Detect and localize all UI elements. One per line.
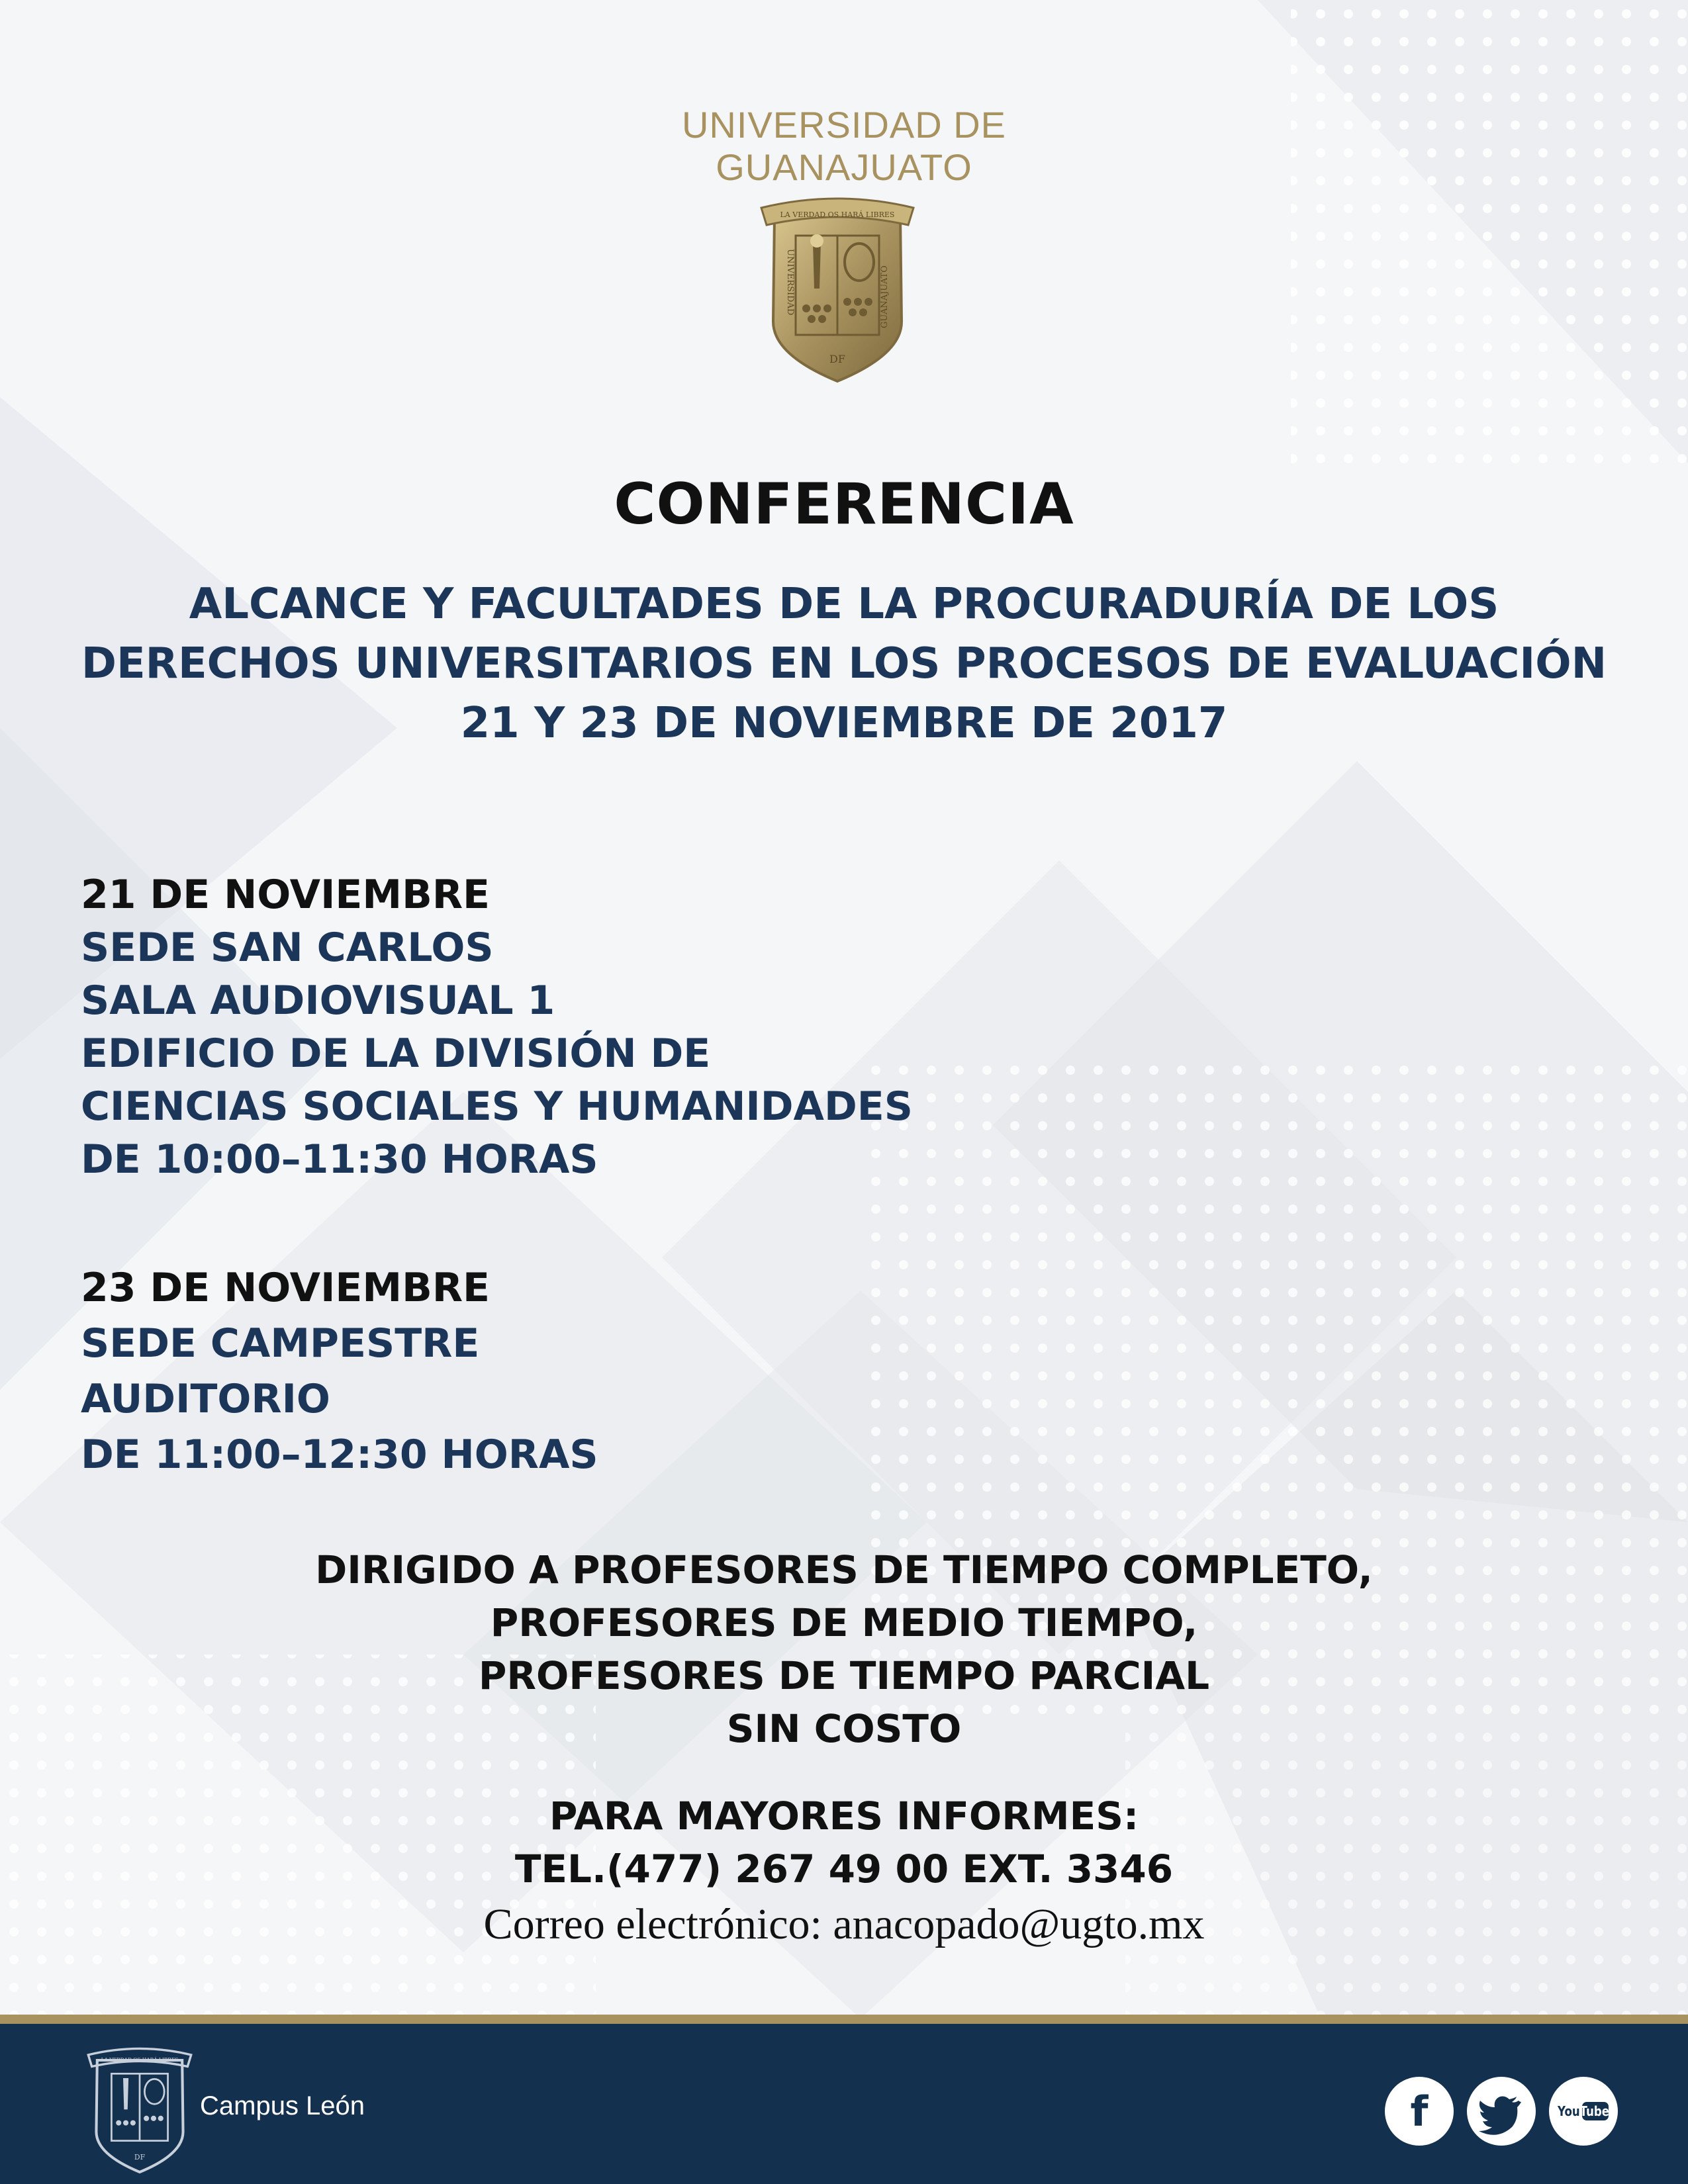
contact-email: Correo electrónico: anacopado@ugto.mx bbox=[483, 1900, 1205, 1948]
footer-seal-icon bbox=[83, 2042, 196, 2175]
session-1 bbox=[81, 868, 913, 1186]
contact-heading: PARA MAYORES INFORMES: bbox=[549, 1794, 1139, 1839]
session-2 bbox=[81, 1260, 598, 1482]
audience-line: PROFESORES DE MEDIO TIEMPO, bbox=[490, 1600, 1198, 1645]
facebook-icon[interactable] bbox=[1385, 2077, 1454, 2146]
event-dates-line: 21 Y 23 DE NOVIEMBRE DE 2017 bbox=[460, 699, 1228, 748]
session-detail: DE 11:00–12:30 HORAS bbox=[81, 1432, 598, 1478]
audience-block bbox=[0, 1543, 1688, 1755]
event-type-heading: CONFERENCIA bbox=[614, 471, 1074, 537]
audience-line: DIRIGIDO A PROFESORES DE TIEMPO COMPLETO, bbox=[315, 1547, 1373, 1592]
footer-seal-motto-text: LA VERDAD OS HARÁ LIBRES bbox=[101, 2056, 179, 2063]
event-title-line: ALCANCE Y FACULTADES DE LA PROCURADURÍA DE LOS bbox=[189, 580, 1499, 629]
twitter-icon[interactable] bbox=[1467, 2077, 1536, 2146]
seal-motto-text: LA VERDAD OS HARÁ LIBRES bbox=[780, 210, 895, 219]
seal-side-right-text: GUANAJUATO bbox=[880, 265, 890, 328]
footer-gold-stripe bbox=[0, 2015, 1688, 2024]
cost-line: SIN COSTO bbox=[726, 1706, 962, 1751]
session-detail: DE 10:00–11:30 HORAS bbox=[81, 1136, 598, 1183]
session-detail: AUDITORIO bbox=[81, 1376, 330, 1422]
youtube-icon[interactable] bbox=[1549, 2077, 1618, 2146]
session-detail: EDIFICIO DE LA DIVISIÓN DE bbox=[81, 1030, 711, 1077]
session-detail: SEDE SAN CARLOS bbox=[81, 925, 494, 971]
youtube-glyph: YouTube bbox=[1558, 2103, 1616, 2119]
event-title bbox=[0, 574, 1688, 753]
university-name-line2: GUANAJUATO bbox=[716, 146, 972, 188]
audience-line: PROFESORES DE TIEMPO PARCIAL bbox=[478, 1653, 1210, 1698]
facebook-glyph: f bbox=[1410, 2087, 1429, 2136]
footer bbox=[0, 2024, 1688, 2184]
campus-name: Campus León bbox=[200, 2091, 365, 2120]
contact-block bbox=[0, 1790, 1688, 1895]
session-detail: SEDE CAMPESTRE bbox=[81, 1320, 480, 1367]
session-detail: CIENCIAS SOCIALES Y HUMANIDADES bbox=[81, 1083, 913, 1130]
seal-side-left-text: UNIVERSIDAD bbox=[785, 249, 795, 316]
contact-phone: TEL.(477) 267 49 00 EXT. 3346 bbox=[514, 1846, 1174, 1891]
session-detail: SALA AUDIOVISUAL 1 bbox=[81, 978, 555, 1024]
university-seal-icon bbox=[755, 189, 920, 385]
footer-seal-bottom-text: DF bbox=[134, 2153, 146, 2162]
event-title-line: DERECHOS UNIVERSITARIOS EN LOS PROCESOS DE EVALUACIÓN bbox=[81, 639, 1607, 688]
university-name-line1: UNIVERSIDAD DE bbox=[681, 104, 1007, 146]
session-date: 21 DE NOVIEMBRE bbox=[81, 872, 491, 918]
session-date: 23 DE NOVIEMBRE bbox=[81, 1265, 491, 1311]
seal-bottom-text: DF bbox=[829, 353, 845, 365]
